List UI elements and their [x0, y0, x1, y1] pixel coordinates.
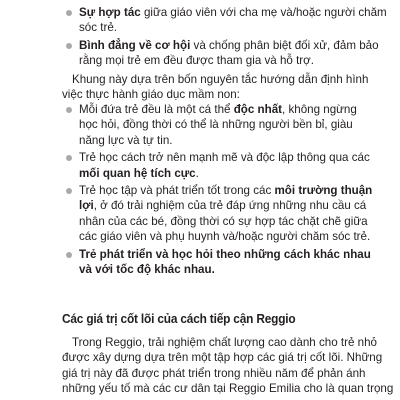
bullet-dot-icon	[66, 188, 72, 194]
bullet-dot-icon	[66, 155, 72, 161]
section-heading: Các giá trị cốt lõi của cách tiếp cận Reggio	[62, 311, 296, 326]
bullet-line	[79, 117, 353, 132]
bullet-line	[79, 53, 340, 68]
bold-text: môi trường thuận	[274, 184, 373, 198]
bullet-line	[79, 133, 340, 148]
bullet-line	[79, 229, 371, 244]
text: rằng mọi trẻ em đều được tham gia và hỗ trợ.	[79, 54, 314, 68]
bullet-line	[79, 38, 379, 53]
text: các giáo viên và phụ huynh và/hoặc người chăm sóc trẻ.	[79, 230, 371, 244]
paragraph-line: Khung này dựa trên bốn nguyên tắc hướng dẫn định hình	[72, 73, 369, 86]
bullet-line	[79, 20, 340, 35]
principle-bullet	[0, 150, 400, 181]
text: , ở đó trải nghiệm của trẻ đáp ứng những nhu cầu cá	[93, 199, 367, 213]
text: .	[195, 166, 199, 180]
bullet-line	[79, 150, 370, 165]
text: và chống phân biệt đối xử, đảm bảo	[190, 38, 379, 52]
text: năng lực và tự tin.	[79, 133, 173, 147]
paragraph-line: những yếu tố mà các cư dân tại Reggio Emilia cho là quan trọng	[62, 382, 394, 396]
bullet-line	[79, 198, 367, 213]
paragraph-line: việc thực hành giáo dục mầm non:	[62, 88, 240, 102]
bold-text: Bình đẳng về cơ hội	[79, 38, 191, 52]
bullet-dot-icon	[66, 252, 72, 258]
bullet-dot-icon	[66, 107, 72, 113]
bullet-line	[79, 247, 371, 262]
body-paragraph	[0, 335, 400, 397]
text: Mỗi đứa trẻ đều là một cá thể	[79, 103, 234, 116]
top-bullet	[0, 38, 400, 69]
paragraph-line: Trong Reggio, trải nghiệm chất lượng cao dành cho trẻ nhỏ	[72, 336, 377, 349]
bold-text: và với tốc độ khác nhau.	[79, 263, 215, 277]
bullet-line	[79, 5, 387, 20]
text: , không ngừng	[282, 103, 357, 116]
text: nhân của các bé, đồng thời có sự hợp tác chặt chẽ giữa	[79, 214, 368, 228]
principle-bullet	[0, 183, 400, 245]
top-bullet	[0, 5, 400, 36]
principle-bullet	[0, 247, 400, 278]
bullet-line	[79, 102, 357, 117]
paragraph-line: giá trị này đã được phát triển trong nhiều năm để phản ánh	[62, 366, 366, 380]
text: sóc trẻ.	[79, 21, 118, 35]
text: giữa giáo viên với cha mẹ và/hoặc người chăm	[140, 6, 387, 19]
principles-list	[0, 102, 400, 277]
bold-text: lợi	[79, 199, 94, 213]
principle-bullet	[0, 102, 400, 148]
text: học hỏi, đồng thời có thể là những người bền bỉ, giàu	[79, 118, 353, 132]
bullet-line	[79, 166, 340, 181]
paragraph-line: được xây dựng dựa trên một tập hợp các giá trị cốt lõi. Những	[62, 351, 383, 365]
bullet-line	[79, 214, 368, 229]
bullet-line	[79, 262, 340, 277]
top-bullet-list	[0, 5, 400, 69]
bold-text: Sự hợp tác	[79, 6, 141, 19]
text: Trẻ học cách trở nên mạnh mẽ và độc lập thông qua các	[79, 151, 370, 165]
text: Trẻ học tập và phát triển tốt trong các	[79, 184, 275, 198]
bullet-line	[79, 183, 373, 198]
intro-paragraph	[0, 72, 400, 103]
bullet-dot-icon	[66, 10, 72, 16]
bold-text: độc nhất	[233, 103, 283, 116]
bold-text: mối quan hệ tích cực	[79, 166, 196, 180]
bullet-dot-icon	[66, 43, 72, 49]
bold-text: Trẻ phát triển và học hỏi theo những cách khác nhau	[79, 247, 371, 261]
